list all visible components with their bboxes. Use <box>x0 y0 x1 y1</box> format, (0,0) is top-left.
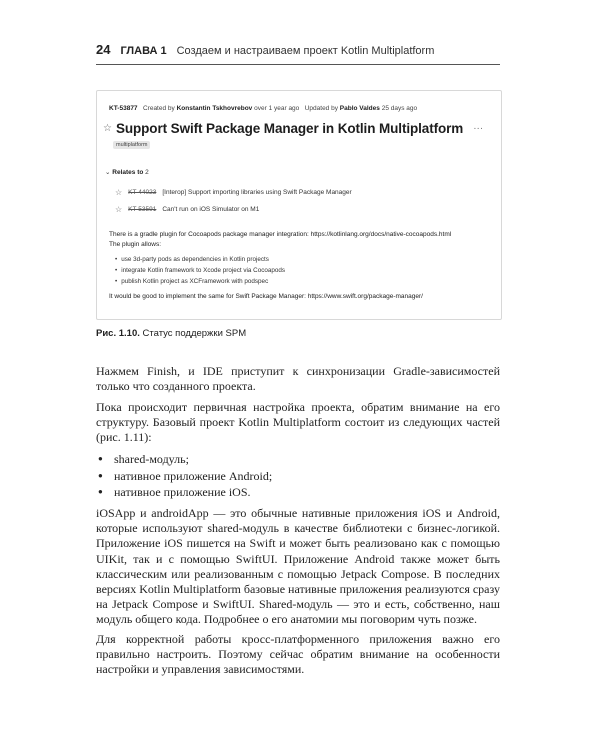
more-icon: ··· <box>473 123 484 134</box>
related-issue-text: Can't run on iOS Simulator on M1 <box>162 206 260 213</box>
description-item: • publish Kotlin project as XCFramework with podspec <box>115 276 285 287</box>
bullet-list <box>96 451 500 501</box>
related-issue-id: KT-44023 <box>128 189 157 196</box>
caption-label: Рис. 1.10. <box>96 328 140 339</box>
relates-count: 2 <box>145 169 149 176</box>
related-issue-text: [Interop] Support importing libraries using Swift Package Manager <box>162 189 352 196</box>
chevron-down-icon: ⌄ <box>105 169 111 176</box>
issue-id: KT-53877 <box>109 105 138 112</box>
running-head <box>96 42 500 65</box>
description-line: There is a gradle plugin for Cocoapods package manager integration: https://kotlinlang.org/docs/native-cocoapods.html <box>109 231 452 238</box>
page-number: 24 <box>96 42 111 57</box>
updated-when: 25 days ago <box>381 105 418 112</box>
issue-title: Support Swift Package Manager in Kotlin Multiplatform <box>115 121 464 136</box>
paragraph: Нажмем Finish, и IDE приступит к синхронизации Gradle-зависимостей только что созданного проекта. <box>96 364 500 394</box>
figure-caption <box>96 328 246 339</box>
chapter-label: ГЛАВА 1 <box>120 45 167 57</box>
paragraph: Для корректной работы кросс-платформенного приложения важно его правильно настроить. Поэтому сейчас обратим внимание на особенности настройки и управления зависимостями. <box>96 632 500 677</box>
chapter-title: Создаем и настраиваем проект Kotlin Multiplatform <box>176 45 435 57</box>
issue-tag: multiplatform <box>113 141 150 149</box>
star-icon: ☆ <box>115 188 123 197</box>
description-item: • use 3d-party pods as dependencies in Kotlin projects <box>115 254 285 265</box>
figure-screenshot <box>96 90 502 320</box>
updated-prefix: Updated by <box>304 105 338 112</box>
description-line: The plugin allows: <box>109 241 162 248</box>
relates-label: Relates to <box>112 169 144 176</box>
issue-updater: Pablo Valdes <box>339 105 380 112</box>
bullet-item: ● shared-модуль; <box>96 451 500 468</box>
related-issue <box>115 205 259 214</box>
related-issue <box>115 188 352 197</box>
star-icon: ☆ <box>103 123 112 134</box>
bullet-item: ● нативное приложение Android; <box>96 468 500 485</box>
related-issue-id: KT-53591 <box>128 206 157 213</box>
description-line: It would be good to implement the same for Swift Package Manager: https://www.swift.org/package-manager/ <box>109 293 423 300</box>
issue-creator: Konstantin Tskhovrebov <box>176 105 253 112</box>
description-list <box>115 254 285 287</box>
relates-header <box>105 168 149 176</box>
bullet-item: ● нативное приложение iOS. <box>96 484 500 501</box>
issue-meta <box>109 105 417 112</box>
description-item: • integrate Kotlin framework to Xcode project via Cocoapods <box>115 265 285 276</box>
star-icon: ☆ <box>115 205 123 214</box>
paragraph: Пока происходит первичная настройка проекта, обратим внимание на его структуру. Базовый проект Kotlin Multiplatform состоит из следующих частей (рис. 1.11): <box>96 400 500 445</box>
caption-text: Статус поддержки SPM <box>142 328 247 339</box>
paragraph: iOSApp и androidApp — это обычные нативные приложения iOS и Android, которые используют shared-модуль в качестве библиотеки с бизнес-логикой. Приложение iOS пишется на Swift и может быть реализовано как с помощью UIKit, так и с помощью SwiftUI. Приложение Android также может быть классическим или реализованным с помощью Jetpack Compose. В последних версиях Kotlin Multiplatform базовые нативные приложения реализуются сразу на Jetpack Compose и SwiftUI. Shared-модуль — это и есть, собственно, наш модуль общего кода. Подробнее о его анатомии мы поговорим чуть позже. <box>96 506 500 627</box>
created-when: over 1 year ago <box>254 105 300 112</box>
created-prefix: Created by <box>142 105 175 112</box>
issue-title-row <box>103 121 483 136</box>
